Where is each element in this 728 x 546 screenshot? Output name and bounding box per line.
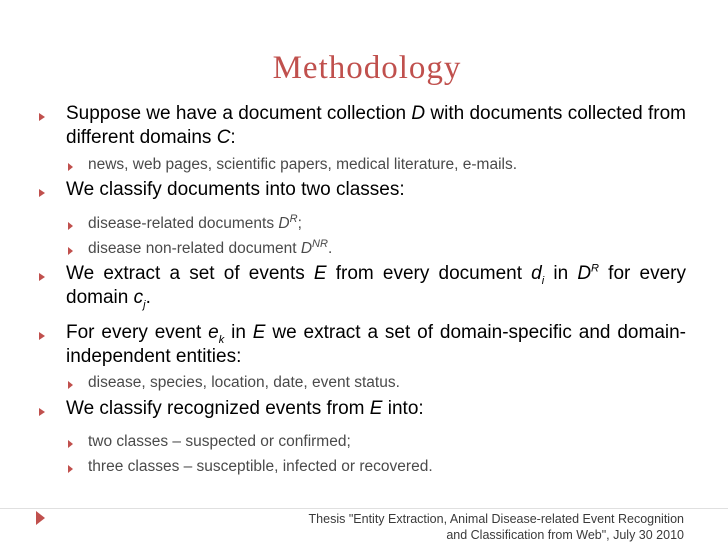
text-run: disease-related documents	[88, 215, 279, 232]
text-run: R	[289, 212, 298, 225]
bullet-arrow-icon	[39, 273, 45, 281]
footer-arrow-icon	[36, 511, 45, 525]
text-run: R	[591, 262, 599, 275]
text-run: three classes – susceptible, infected or recovered.	[88, 458, 433, 475]
sub-bullet-arrow-icon	[68, 465, 73, 473]
text-run: Suppose we have a document collection	[66, 103, 412, 124]
sub-bullet-item	[88, 155, 688, 175]
text-run: news, web pages, scientific papers, medical literature, e-mails.	[88, 156, 518, 173]
text-run: with documents collected from different domains	[66, 103, 686, 148]
text-run: d	[531, 263, 542, 284]
text-run: into:	[382, 398, 424, 419]
footer-line-2: and Classification from Web", July 30 2010	[446, 528, 684, 542]
text-run: D	[577, 263, 592, 284]
slide-title: Methodology	[272, 50, 462, 86]
bullet-arrow-icon	[39, 408, 45, 416]
text-run: j	[143, 298, 146, 311]
sub-bullet-item	[88, 432, 688, 452]
sub-bullet-item	[88, 457, 688, 477]
sub-bullet-arrow-icon	[68, 440, 73, 448]
text-run: in	[544, 263, 578, 284]
text-run: For every event	[66, 322, 209, 343]
text-run: We extract a set of events	[66, 263, 314, 284]
bullet-arrow-icon	[39, 113, 45, 121]
sub-bullet-item	[88, 214, 688, 234]
text-run: disease, species, location, date, event status.	[88, 374, 400, 391]
bullet-arrow-icon	[39, 332, 45, 340]
text-run: e	[208, 322, 219, 343]
text-run: .	[145, 286, 151, 308]
sub-bullet-item	[88, 239, 688, 259]
text-run: i	[541, 274, 545, 287]
text-run: E	[252, 322, 266, 343]
bullet-item	[66, 178, 686, 202]
text-run: .	[327, 240, 333, 257]
bullet-item	[66, 102, 686, 149]
text-run: ;	[297, 215, 302, 232]
text-run: We classify documents into two classes:	[66, 179, 405, 200]
sub-bullet-arrow-icon	[68, 381, 73, 389]
footer-divider	[0, 508, 728, 509]
text-run: in	[224, 322, 253, 343]
text-run: we extract a set of domain-specific and domain-independent entities:	[66, 322, 687, 367]
text-run: D	[278, 215, 290, 232]
text-run: NR	[312, 237, 328, 250]
text-run: k	[218, 333, 225, 346]
text-run: from every document	[326, 263, 532, 284]
footer-line-1: Thesis "Entity Extraction, Animal Disease-related Event Recognition	[308, 512, 684, 526]
bullet-arrow-icon	[39, 189, 45, 197]
text-run: D	[300, 240, 313, 257]
bullet-item	[66, 321, 686, 368]
bullet-item	[66, 397, 686, 421]
text-run: D	[411, 103, 426, 124]
sub-bullet-item	[88, 373, 688, 393]
sub-bullet-arrow-icon	[68, 222, 73, 230]
bullet-item	[66, 262, 686, 309]
footer-citation	[244, 511, 684, 543]
sub-bullet-arrow-icon	[68, 247, 73, 255]
sub-bullet-arrow-icon	[68, 163, 73, 171]
text-run: c	[133, 286, 144, 308]
text-run: for every domain	[66, 263, 686, 308]
text-run: C	[216, 126, 231, 148]
text-run: We classify recognized events from	[66, 398, 370, 419]
text-run: two classes – suspected or confirmed;	[88, 433, 351, 450]
text-run: E	[313, 263, 327, 284]
text-run: disease non-related document	[88, 240, 301, 257]
text-run: :	[230, 126, 236, 148]
text-run: E	[369, 398, 383, 419]
